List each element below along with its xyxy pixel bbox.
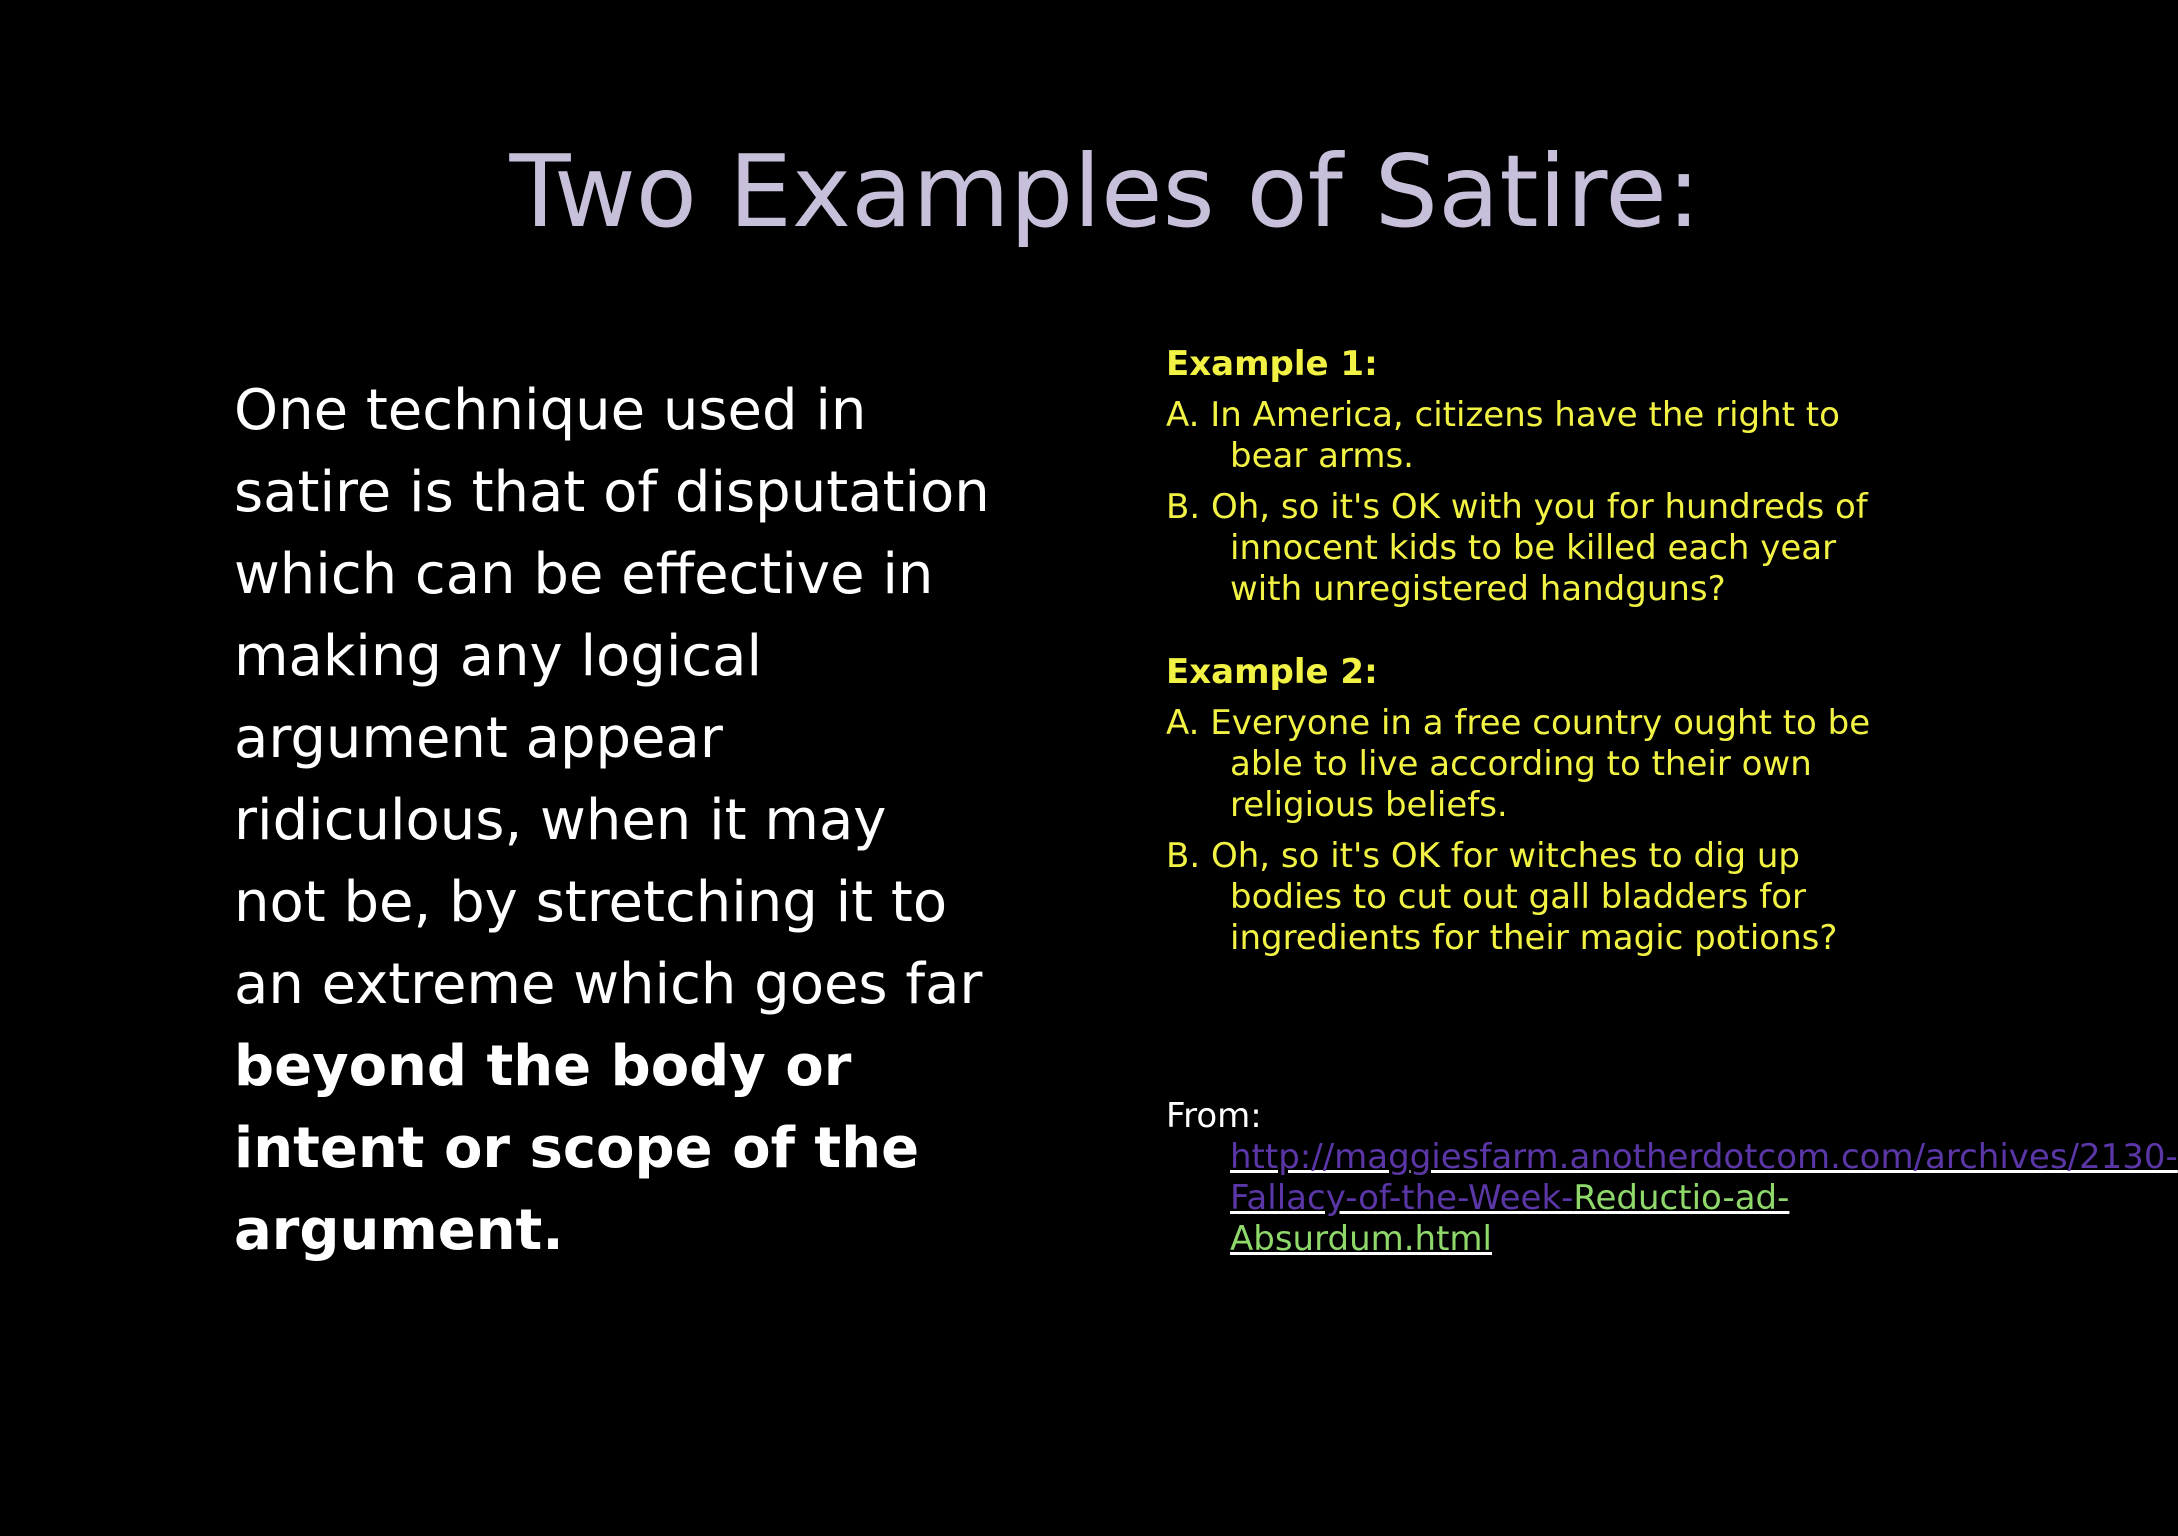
examples-column <box>1166 344 1906 959</box>
source-link[interactable] <box>1230 1137 2178 1260</box>
example-2-item-b: B. Oh, so it's OK for witches to dig up bodies to cut out gall bladders for ingredients for their magic potions? <box>1166 836 1838 958</box>
source-link-part2: Reductio-ad-Absurdum.html <box>1230 1178 1790 1259</box>
example-1-item-a: A. In America, citizens have the right to bear arms. <box>1166 395 1840 476</box>
body-text-regular: One technique used in satire is that of disputation which can be effective in making any logical argument appear ridiculous, when it may not be, by stretching it to an extreme which goes far <box>234 378 990 1017</box>
source-label: From: <box>1166 1096 1262 1136</box>
example-1-item-b: B. Oh, so it's OK with you for hundreds of innocent kids to be killed each year with unregistered handguns? <box>1166 487 1868 609</box>
example-1 <box>1166 344 1906 610</box>
source-citation <box>1166 1096 2178 1260</box>
left-body-text <box>234 370 994 1272</box>
spacer <box>1166 610 1906 652</box>
source-link-part1: http://maggiesfarm.anotherdotcom.com/archives/2130-Fallacy-of-the-Week- <box>1230 1137 2178 1218</box>
body-text-bold: beyond the body or intent or scope of the argument. <box>234 1034 920 1263</box>
example-1-heading: Example 1: <box>1166 344 1378 384</box>
example-2-heading: Example 2: <box>1166 652 1378 692</box>
slide-title: Two Examples of Satire: <box>509 133 1701 250</box>
example-2-item-a: A. Everyone in a free country ought to be able to live according to their own religious beliefs. <box>1166 703 1871 825</box>
example-2 <box>1166 652 1906 959</box>
